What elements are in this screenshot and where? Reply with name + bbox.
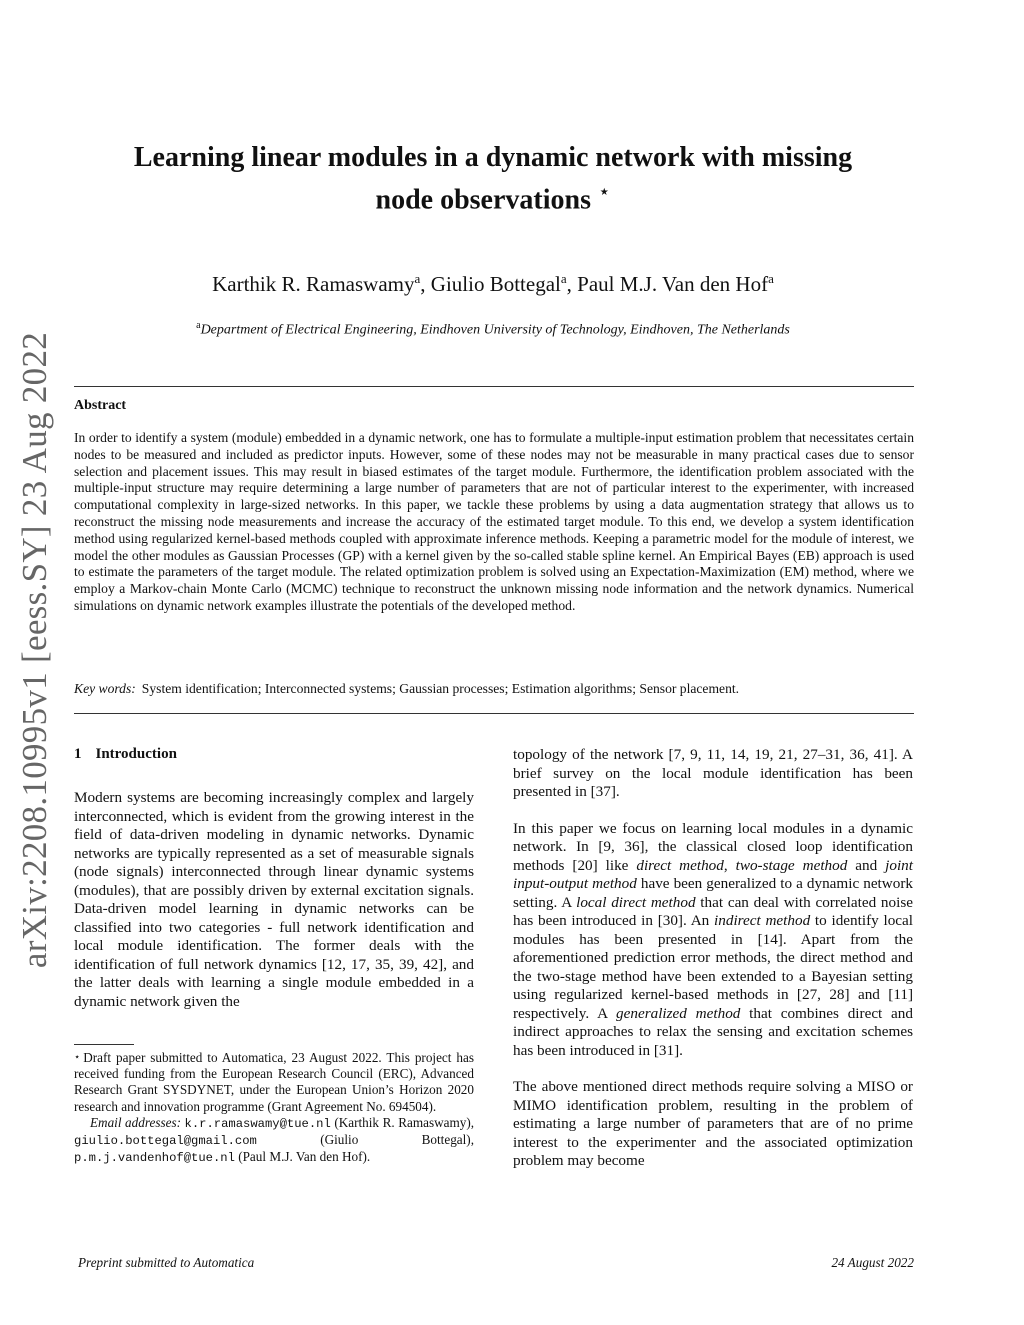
- section-number: 1: [74, 746, 82, 762]
- author-affiliation-mark: a: [414, 271, 421, 286]
- email-owner: (Paul M.J. Van den Hof).: [238, 1149, 371, 1165]
- emphasis: local direct method: [576, 893, 696, 911]
- arxiv-identifier-text: arXiv:2208.10995v1 [eess.SY] 23 Aug 2022: [15, 331, 54, 969]
- right-column: [513, 746, 913, 1171]
- author-name: Paul M.J. Van den Hof: [577, 272, 769, 296]
- title-line-2: node observations: [375, 184, 591, 216]
- paragraph: The above mentioned direct methods require solving a MISO or MIMO identification problem, resulting in the problem of estimating a large number of parameters that are of no prime interest to the experimenter and the associated optimization problem may become: [513, 1078, 913, 1169]
- footnote-text: Draft paper submitted to Automatica, 23 August 2022. This project has received funding from the European Research Council (ERC), Advanced Research Grant SYSDYNET, under the European Union’s Horizon 2020 research and innovation programme (Grant Agreement No. 694504).: [74, 1050, 474, 1114]
- footnote-funding: [74, 1050, 474, 1115]
- paragraph: topology of the network [7, 9, 11, 14, 19, 21, 27–31, 36, 41]. A brief survey on the local module identification has been presented in [37].: [513, 746, 913, 800]
- footnote: [74, 1050, 474, 1166]
- author-affiliation-mark: a: [560, 271, 567, 286]
- title-footnote-mark: ⋆: [597, 181, 611, 203]
- author-name: Karthik R. Ramaswamy: [212, 272, 415, 296]
- footnote-star: ⋆: [74, 1052, 81, 1063]
- emphasis: generalized method: [616, 1004, 741, 1022]
- title-line-1: Learning linear modules in a dynamic network with missing: [133, 142, 853, 173]
- text-run: ,: [723, 856, 736, 874]
- email-link[interactable]: giulio.bottegal@gmail.com: [74, 1134, 257, 1149]
- emphasis: joint input-output method: [513, 856, 913, 892]
- arxiv-identifier: [14, 331, 56, 969]
- email-owner: (Karthik R. Ramaswamy),: [334, 1114, 475, 1130]
- footer-date: 24 August 2022: [831, 1255, 914, 1270]
- footer-preprint-note: Preprint submitted to Automatica: [78, 1255, 255, 1270]
- text-run: that combines direct and indirect approaches to relax the sensing and excitation schemes has been introduced in [31].: [513, 1004, 913, 1059]
- affiliation-mark: a: [196, 320, 201, 331]
- affiliation: [60, 320, 926, 339]
- author-name: Giulio Bottegal: [430, 272, 561, 296]
- emphasis: indirect method: [714, 912, 811, 929]
- paragraph: [513, 820, 913, 1061]
- affiliation-text: Department of Electrical Engineering, Eindhoven University of Technology, Eindhoven, The Netherlands: [200, 322, 790, 338]
- abstract-heading: Abstract: [74, 398, 127, 413]
- author-affiliation-mark: a: [768, 271, 774, 286]
- abstract-bottom-rule: [74, 713, 914, 714]
- keywords-text: System identification; Interconnected systems; Gaussian processes; Estimation algorithms; Sensor placement.: [141, 681, 740, 696]
- keywords: [74, 681, 914, 697]
- emphasis: direct method: [636, 856, 724, 874]
- text-run: In this paper we focus on learning local modules in a dynamic network. In [9, 36], the classical closed loop identification methods [20] like: [513, 819, 913, 874]
- text-run: and: [847, 856, 886, 874]
- footnote-emails: [74, 1115, 474, 1167]
- author-list: Karthik R. Ramaswamy$^a$, Giulio Bottegal$^a$, Paul M.J. Van den Hof$^a$: [212, 271, 774, 296]
- emphasis: two-stage method: [735, 856, 848, 874]
- keywords-label: Key words:: [74, 681, 136, 696]
- email-owner: (Giulio Bottegal),: [320, 1132, 474, 1148]
- paragraph: Modern systems are becoming increasingly complex and largely interconnected, which is evident from the growing interest in the field of data-driven modeling in dynamic networks. Dynamic networks are typically represented as a set of measurable signals (node signals) interconnected through linear dynamic systems (modules), that are possibly driven by external excitation signals. Data-driven model learning in dynamic networks can be classified into two categories - full network identification and local module identification. The former deals with the identification of full network dynamics [12, 17, 35, 39, 42], and the latter deals with learning a single module embedded in a dynamic network given the: [74, 789, 474, 1010]
- left-column: [74, 789, 474, 1011]
- section-heading: [74, 746, 177, 763]
- text-run: have been generalized to a dynamic network setting. A: [513, 875, 913, 911]
- paper-title: [60, 140, 926, 217]
- abstract-top-rule: [74, 386, 914, 387]
- footnote-rule: [74, 1044, 134, 1045]
- text-run: to identify local modules has been presented in [14]. Apart from the aforementioned prediction error methods, the direct method and the two-stage method have been extended to a Bayesian setting using regularized kernel-based methods in [27, 28] and [11] respectively. A: [513, 912, 913, 1022]
- abstract-body: In order to identify a system (module) embedded in a dynamic network, one has to formulate a multiple-input estimation problem that necessitates certain nodes to be measured and included as predictor inputs. However, some of these nodes may not be measurable in many practical cases due to sensor selection and placement issues. This may result in biased estimates of the target module. Furthermore, the identification problem associated with the multiple-input structure may require determining a large number of parameters that are not of particular interest to the experimenter, with increased computational complexity in large-sized networks. In this paper, we tackle these problems by using a data augmentation strategy that allows us to reconstruct the missing node measurements and increase the accuracy of the estimated target module. To this end, we develop a system identification method using regularized kernel-based methods coupled with approximate inference methods. Keeping a parametric model for the module of interest, we model the other modules as Gaussian Processes (GP) with a kernel given by the so-called stable spline kernel. An Empirical Bayes (EB) approach is used to estimate the parameters of the target module. The related optimization problem is solved using an Expectation-Maximization (EM) method, where we employ a Markov-chain Monte Carlo (MCMC) technique to reconstruct the unknown missing node information and the network dynamics. Numerical simulations on dynamic network examples illustrate the potentials of the developed method.: [74, 430, 914, 613]
- text-run: that can deal with correlated noise has been introduced in [30]. An: [513, 893, 913, 929]
- email-link[interactable]: k.r.ramaswamy@tue.nl: [184, 1116, 331, 1131]
- email-label: Email addresses:: [90, 1114, 181, 1130]
- section-title: Introduction: [95, 746, 177, 762]
- email-link[interactable]: p.m.j.vandenhof@tue.nl: [74, 1151, 235, 1166]
